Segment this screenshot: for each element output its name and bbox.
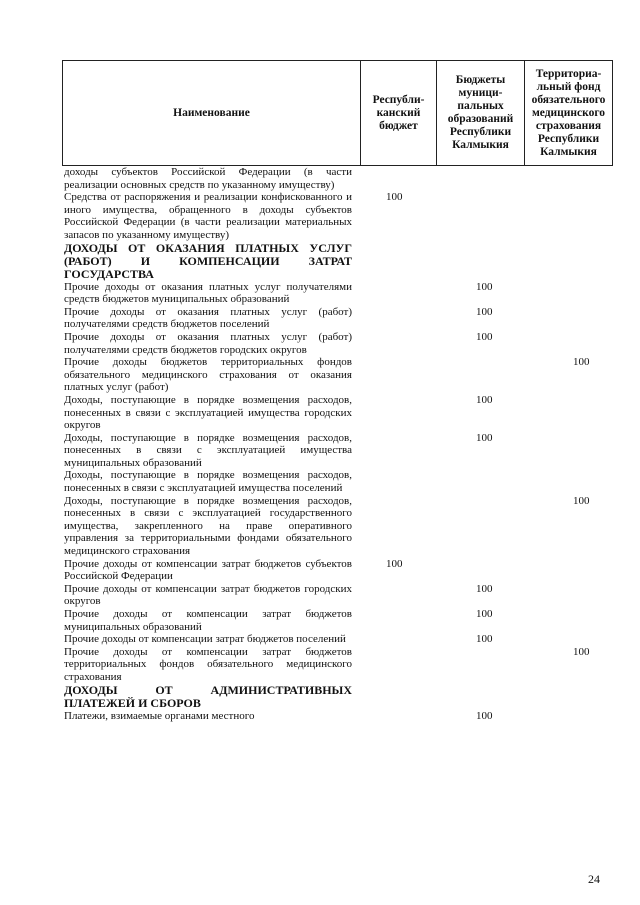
- table-row: [64, 356, 639, 394]
- table-row: [64, 469, 639, 494]
- table-header: [62, 60, 613, 166]
- table-row: [64, 710, 639, 723]
- table-row: [64, 495, 639, 558]
- row-name: Прочие доходы бюджетов территориальных фондов обязательного медицинского страхования от оказания платных услуг (работ): [64, 356, 352, 394]
- row-name: Прочие доходы от компенсации затрат бюджетов городских округов: [64, 582, 352, 608]
- table-row: [64, 633, 639, 646]
- row-value-v2: 100: [476, 330, 493, 343]
- row-name: Прочие доходы от компенсации затрат бюджетов поселений: [64, 633, 346, 646]
- row-value-v2: 100: [476, 280, 493, 293]
- table-row: [64, 306, 639, 331]
- row-value-v1: 100: [386, 557, 403, 570]
- table-row: [64, 432, 639, 470]
- table-row: [64, 191, 639, 241]
- table-body: [64, 166, 639, 722]
- row-name: Прочие доходы от компенсации затрат бюджетов муниципальных образований: [64, 608, 352, 633]
- row-value-v2: 100: [476, 305, 493, 318]
- table-row: [64, 684, 639, 710]
- row-value-v2: 100: [476, 633, 493, 646]
- section-heading: ДОХОДЫ ОТ ОКАЗАНИЯ ПЛАТНЫХ УСЛУГ (РАБОТ) И КОМПЕНСАЦИИ ЗАТРАТ ГОСУДАРСТВА: [64, 240, 352, 281]
- header-republic-budget: Республи- канский бюджет: [361, 61, 437, 166]
- row-value-v2: 100: [476, 709, 493, 722]
- header-medical-fund: Территориа- льный фонд обязательного медицинского страхования Республики Калмыкия: [525, 61, 613, 166]
- row-name: Доходы, поступающие в порядке возмещения расходов, понесенных в связи с эксплуатацией имущества поселений: [64, 469, 352, 495]
- table-row: [64, 608, 639, 633]
- header-municipal-budgets: Бюджеты муници- пальных образований Республики Калмыкия: [437, 61, 525, 166]
- table-row: [64, 166, 639, 191]
- row-name: Доходы, поступающие в порядке возмещения расходов, понесенных в связи с эксплуатацией государственного имущества, закрепленного на праве оперативного управления за территориальными фондами обязательного медицинского страхования: [64, 494, 352, 558]
- row-name: Прочие доходы от оказания платных услуг (работ) получателями средств бюджетов городских округов: [64, 330, 352, 356]
- row-name: Прочие доходы от оказания платных услуг получателями средств бюджетов муниципальных образований: [64, 280, 352, 306]
- table-row: [64, 331, 639, 356]
- row-name: Прочие доходы от компенсации затрат бюджетов территориальных фондов обязательного медицинского страхования: [64, 645, 352, 683]
- table-row: [64, 558, 639, 583]
- row-value-v2: 100: [476, 582, 493, 595]
- row-value-v3: 100: [573, 645, 590, 658]
- row-value-v2: 100: [476, 393, 493, 406]
- section-heading: ДОХОДЫ ОТ АДМИНИСТРАТИВНЫХ ПЛАТЕЖЕЙ И СБОРОВ: [64, 682, 352, 710]
- row-name: доходы субъектов Российской Федерации (в части реализации основных средств по указанному имуществу): [64, 166, 352, 191]
- table-row: [64, 646, 639, 684]
- header-name: Наименование: [63, 61, 361, 166]
- row-value-v2: 100: [476, 431, 493, 444]
- row-value-v2: 100: [476, 608, 493, 620]
- row-name: Доходы, поступающие в порядке возмещения расходов, понесенных в связи с эксплуатацией имущества муниципальных образований: [64, 431, 352, 469]
- row-value-v1: 100: [386, 191, 403, 204]
- row-name: Доходы, поступающие в порядке возмещения расходов, понесенных в связи с эксплуатацией имущества городских округов: [64, 393, 352, 432]
- row-name: Платежи, взимаемые органами местного: [64, 709, 255, 722]
- page-number: 24: [588, 872, 600, 886]
- row-name: Средства от распоряжения и реализации конфискованного и иного имущества, обращенного в доходы субъектов Российской Федерации (в части реализации материальных запасов по указанному имуществу): [64, 191, 352, 241]
- row-value-v3: 100: [573, 356, 590, 369]
- row-name: Прочие доходы от компенсации затрат бюджетов субъектов Российской Федерации: [64, 557, 352, 583]
- table-row: [64, 281, 639, 306]
- row-value-v3: 100: [573, 494, 590, 507]
- table-row: [64, 583, 639, 608]
- table-row: [64, 242, 639, 281]
- row-name: Прочие доходы от оказания платных услуг (работ) получателями средств бюджетов поселений: [64, 305, 352, 331]
- table-row: [64, 394, 639, 432]
